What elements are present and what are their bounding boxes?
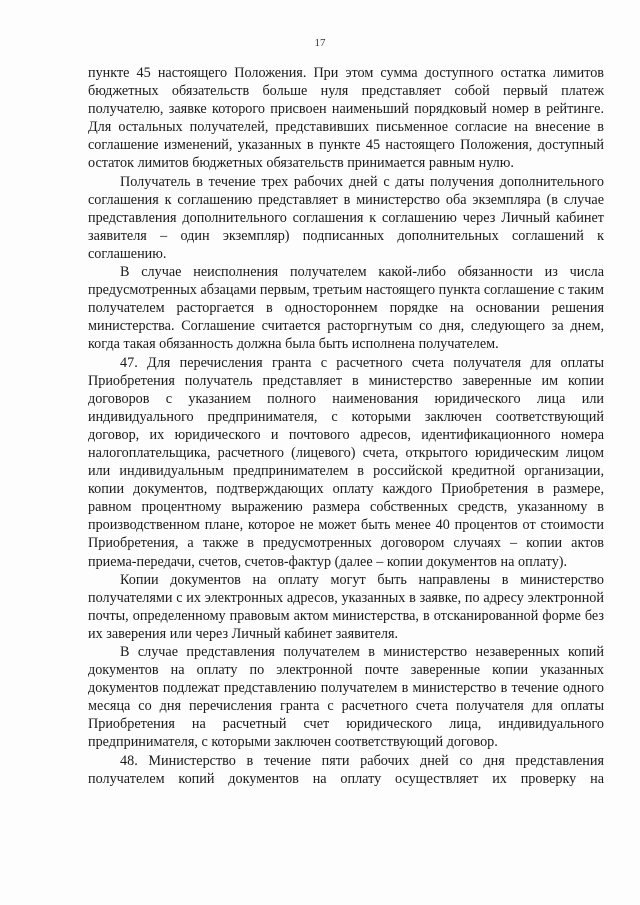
paragraph-3: В случае неисполнения получателем какой-либо обязанности из числа предусмотренных абзацами первым, третьим настоящего пункта соглашение с таким получателем расторгается в одностороннем порядке на основании решения министерства. Соглашение считается расторгнутым со дня, следующего за днем, когда такая обязанность должна была быть исполнена получателем. xyxy=(88,264,604,353)
paragraph-4: 47. Для перечисления гранта с расчетного счета получателя для оплаты Приобретения получатель представляет в министерство заверенные им копии договоров с указанием полного наименования юридического лица или индивидуального предпринимателя, с которыми заключен соответствующий договор, их юридического и почтового адресов, идентификационного номера налогоплательщика, расчетного (лицевого) счета, открытого юридическим лицом или индивидуальным предпринимателем в российской кредитной организации, копии документов, подтверждающих оплату каждого Приобретения в размере, равном процентному выражению размера собственных средств, указанному в производственном плане, которое не может быть менее 40 процентов от стоимости Приобретения, а также в предусмотренных договором случаях – копии актов приема-передачи, счетов, счетов-фактур (далее – копии документов на оплату). xyxy=(88,354,604,570)
paragraph-7: 48. Министерство в течение пяти рабочих дней со дня представления получателем копий документов на оплату осуществляет их проверку на xyxy=(88,752,604,787)
paragraph-2: Получатель в течение трех рабочих дней с даты получения дополнительного соглашения к соглашению представляет в министерство оба экземпляра (в случае представления дополнительного соглашения к соглашению через Личный кабинет заявителя – один экземпляр) подписанных дополнительных соглашений к соглашению. xyxy=(88,173,604,262)
paragraph-1: пункте 45 настоящего Положения. При этом сумма доступного остатка лимитов бюджетных обязательств больше нуля представляет собой первый платеж получателю, заявке которого присвоен наименьший порядковый номер в рейтинге. Для остальных получателей, представивших письменное согласие на внесение в соглашение изменений, указанных в пункте 45 настоящего Положения, доступный остаток лимитов бюджетных обязательств принимается равным нулю. xyxy=(88,65,604,172)
paragraph-6: В случае представления получателем в министерство незаверенных копий документов на оплату по электронной почте заверенные копии указанных документов подлежат представлению получателем в министерство в течение одного месяца со дня перечисления гранта с расчетного счета получателя для оплаты Приобретения на расчетный счет юридического лица, индивидуального предпринимателя, с которыми заключен соответствующий договор. xyxy=(88,644,604,751)
page-number: 17 xyxy=(314,37,326,49)
paragraph-5: Копии документов на оплату могут быть направлены в министерство получателями с их электронных адресов, указанных в заявке, по адресу электронной почты, определенному правовым актом министерства, в отсканированной форме без их заверения или через Личный кабинет заявителя. xyxy=(88,571,604,642)
document-body xyxy=(88,64,604,788)
